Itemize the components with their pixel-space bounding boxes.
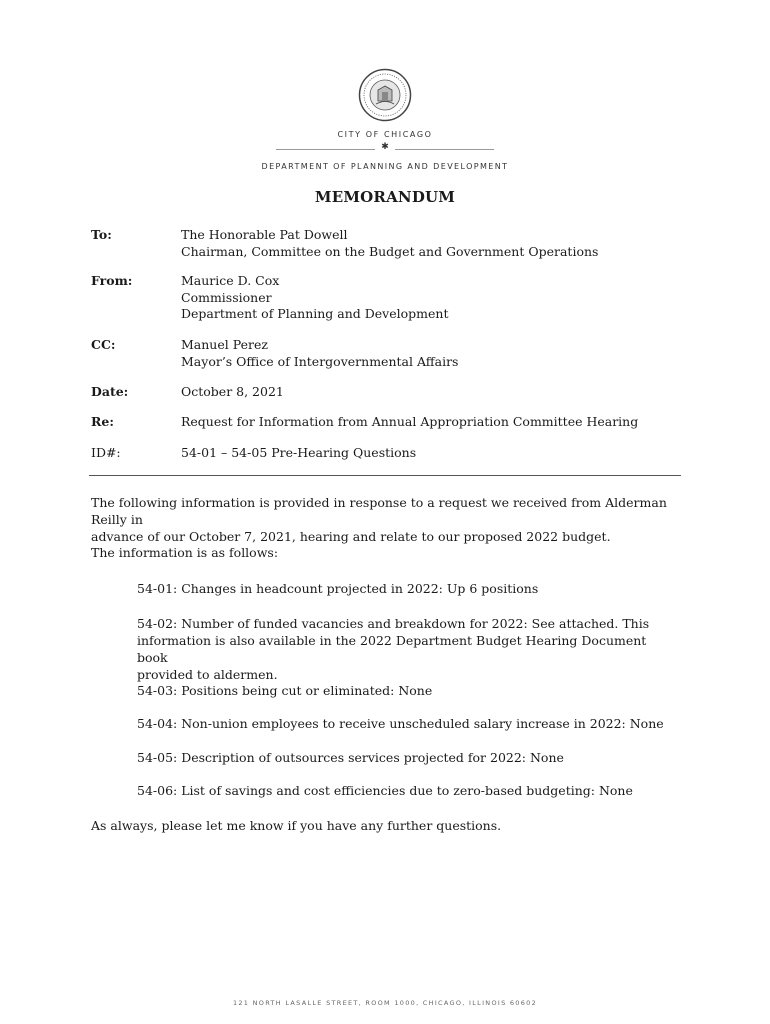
footer-address: 121 NORTH LASALLE STREET, ROOM 1000, CHICAGO, ILLINOIS 60602	[232, 999, 538, 1007]
date-label: Date:	[91, 384, 129, 399]
to-label: To:	[91, 227, 112, 242]
list-item: 54-02: Number of funded vacancies and breakdown for 2022: See attached. This information is also available in the 2022 Department Budget Hearing Document book provided to aldermen.	[137, 616, 650, 682]
cc-value: Manuel Perez Mayor’s Office of Intergovernmental Affairs	[181, 337, 459, 369]
agency-name: CITY OF CHICAGO	[337, 130, 433, 139]
from-label: From:	[91, 273, 133, 288]
department-name: DEPARTMENT OF PLANNING AND DEVELOPMENT	[261, 162, 509, 171]
to-value: The Honorable Pat Dowell Chairman, Committee on the Budget and Government Operations	[181, 227, 599, 259]
city-seal-icon	[358, 68, 412, 122]
list-item: 54-06: List of savings and cost efficiencies due to zero-based budgeting: None	[137, 783, 633, 798]
from-value: Maurice D. Cox Commissioner Department of Planning and Development	[181, 273, 449, 321]
list-item: 54-05: Description of outsources services projected for 2022: None	[137, 750, 564, 765]
list-item: 54-04: Non-union employees to receive unscheduled salary increase in 2022: None	[137, 716, 664, 731]
date-value: October 8, 2021	[181, 384, 284, 399]
lead-in: The information is as follows:	[91, 545, 279, 560]
re-value: Request for Information from Annual Appropriation Committee Hearing	[181, 414, 639, 429]
list-item: 54-03: Positions being cut or eliminated: None	[137, 683, 433, 698]
re-label: Re:	[91, 414, 114, 429]
list-item: 54-01: Changes in headcount projected in 2022: Up 6 positions	[137, 581, 539, 596]
header-rule	[89, 475, 681, 476]
memo-title: MEMORANDUM	[314, 188, 456, 206]
cc-label: CC:	[91, 337, 116, 352]
intro-paragraph: The following information is provided in response to a request we received from Alderman Reilly in advance of our October 7, 2021, hearing and relate to our proposed 2022 budget.	[91, 495, 667, 544]
star-icon: ✱	[375, 142, 395, 152]
id-value: 54-01 – 54-05 Pre-Hearing Questions	[181, 445, 417, 460]
id-label: ID#:	[91, 445, 121, 460]
closing-line: As always, please let me know if you have any further questions.	[91, 818, 502, 833]
